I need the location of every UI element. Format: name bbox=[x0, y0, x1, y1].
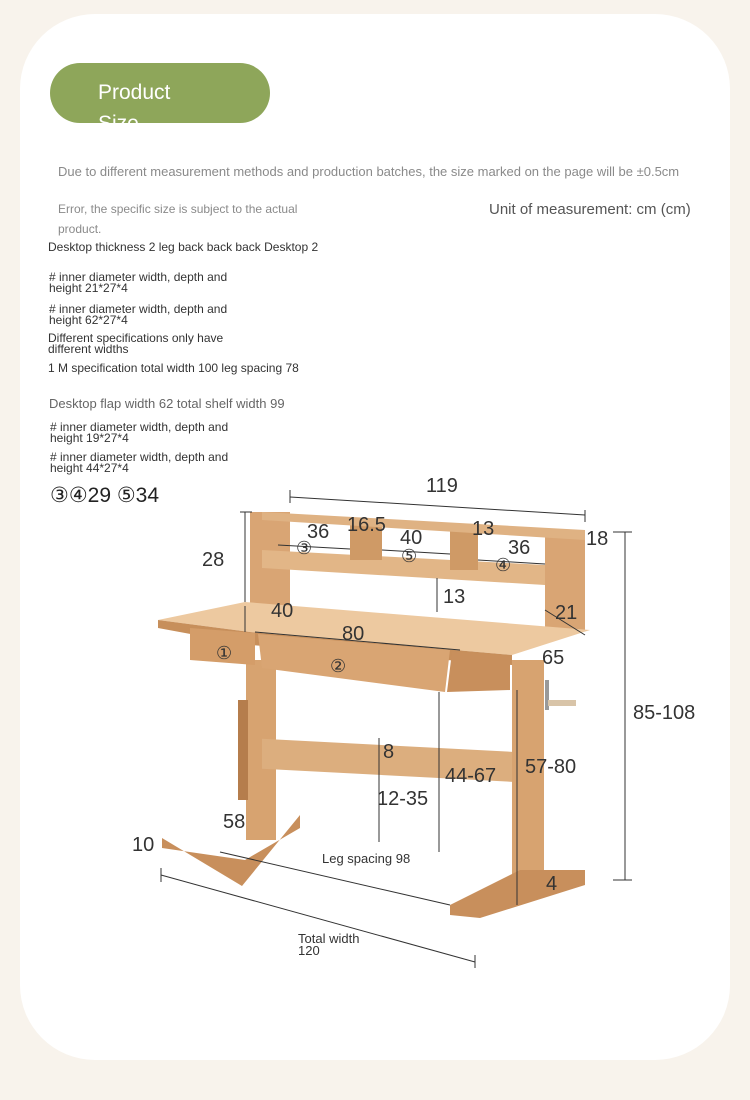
dim-side-depth: 21 bbox=[555, 602, 578, 624]
dim-shelf-mid: 40 bbox=[400, 527, 423, 549]
leg-spacing-label: Leg spacing 98 bbox=[322, 851, 411, 866]
compartment-note: ③④29 ⑤34 bbox=[50, 484, 160, 507]
dim-foot-height: 10 bbox=[132, 834, 155, 856]
flap-note: Desktop flap width 62 total shelf width 99 bbox=[49, 396, 285, 411]
compartment-3-marker: ③ bbox=[296, 538, 313, 558]
dim-footrest: 12-35 bbox=[377, 788, 429, 810]
drawer2-note: # inner diameter width, depth and height 62*27*4 bbox=[49, 302, 228, 327]
compartment-5-marker: ⑤ bbox=[401, 546, 418, 566]
drawer1-note: # inner diameter width, depth and height 21*27*4 bbox=[49, 270, 228, 295]
spec-1m-note: 1 M specification total width 100 leg spacing 78 bbox=[48, 361, 299, 375]
dim-shelf-right: 36 bbox=[508, 537, 531, 559]
dim-desk-depth: 65 bbox=[542, 647, 565, 669]
specs-note: Different specifications only have different widths bbox=[48, 331, 224, 356]
drawer-2-marker: ② bbox=[330, 656, 347, 676]
dim-shelf-width: 119 bbox=[426, 475, 458, 497]
dim-beam: 8 bbox=[383, 741, 395, 763]
dim-foot-thick: 4 bbox=[546, 873, 558, 895]
dim-divider2: 13 bbox=[472, 518, 495, 540]
dim-shelf-gap: 13 bbox=[443, 586, 466, 608]
dim-shelf-left: 36 bbox=[307, 521, 330, 543]
unit-note: Unit of measurement: cm (cm) bbox=[489, 201, 691, 218]
dim-total-height: 85-108 bbox=[633, 702, 696, 724]
tolerance-note: Due to different measurement methods and production batches, the size marked on the page will be ±0.5cm bbox=[58, 164, 680, 179]
drawer3-note: # inner diameter width, depth and height 19*27*4 bbox=[50, 420, 229, 445]
dim-desk-height: 57-80 bbox=[525, 756, 577, 778]
error-note: Error, the specific size is subject to the actual bbox=[58, 202, 298, 216]
dim-flap-width: 40 bbox=[271, 600, 294, 622]
error-note-2: product. bbox=[58, 222, 102, 236]
total-width-label: Total width 120 bbox=[298, 931, 360, 958]
page-title: Product Size bbox=[98, 81, 171, 135]
thickness-note: Desktop thickness 2 leg back back back Desktop 2 bbox=[48, 240, 319, 254]
dim-leg-height: 44-67 bbox=[445, 765, 497, 787]
dim-divider: 16.5 bbox=[347, 514, 386, 536]
compartment-4-marker: ④ bbox=[495, 555, 512, 575]
dim-desk-width: 80 bbox=[342, 623, 365, 645]
dim-foot-width: 58 bbox=[223, 811, 246, 833]
dim-shelf-height: 28 bbox=[202, 549, 225, 571]
dim-shelf-depth: 18 bbox=[586, 528, 609, 550]
drawer-1-marker: ① bbox=[216, 643, 233, 663]
drawer4-note: # inner diameter width, depth and height 44*27*4 bbox=[50, 450, 229, 475]
